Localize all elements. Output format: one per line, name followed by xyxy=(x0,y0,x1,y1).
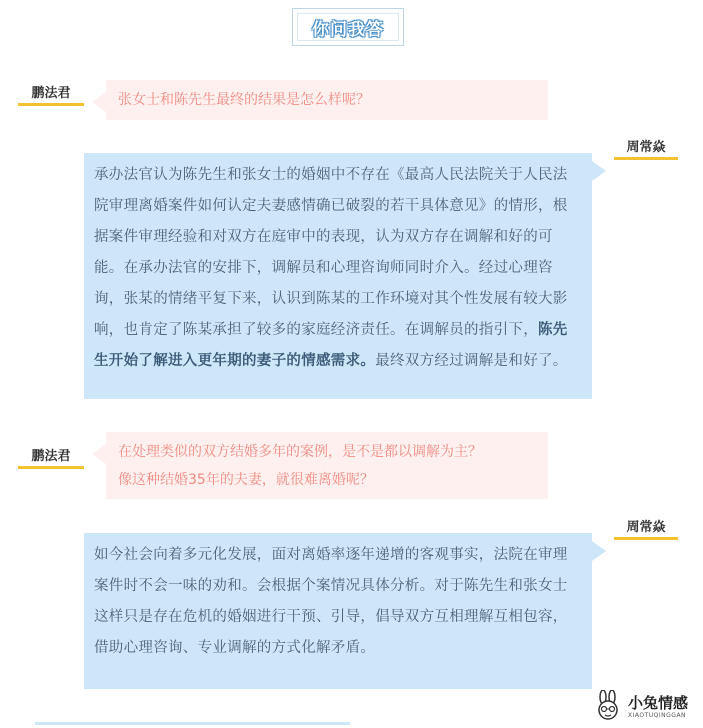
answer-text-end: 最终双方经过调解是和好了。 xyxy=(375,353,568,369)
question-bubble-2 xyxy=(106,432,548,499)
watermark-pinyin: XIAOTUQINGGAN xyxy=(628,711,687,719)
answer-bubble-1 xyxy=(84,153,592,399)
question-text-line2: 像这种结婚35年的夫妻，就很难离婚呢？ xyxy=(118,472,374,488)
speaker-underline xyxy=(18,466,84,469)
speaker-underline xyxy=(614,157,678,160)
question-text: 张女士和陈先生最终的结果是怎么样呢？ xyxy=(118,92,370,108)
speaker-name: 鹏法君 xyxy=(31,449,71,464)
watermark-name: 小兔情感 xyxy=(628,693,689,712)
speaker-name: 周常焱 xyxy=(626,520,666,535)
answer-text: 承办法官认为陈先生和张女士的婚姻中不存在《最高人民法院关于人民法院审理离婚案件如何认定夫妻感情确已破裂的若干具体意见》的情形，根据案件审理经验和对双方在庭审中的表现，认为双方存在调解和好的可能。在承办法官的安排下，调解员和心理咨询师同时介入。经过心理咨询，张某的情绪平复下来，认识到陈某的工作环境对其个性发展有较大影响，也肯定了陈某承担了较多的家庭经济责任。在调解员的指引下， xyxy=(94,167,568,338)
question-bubble-1 xyxy=(106,80,548,120)
speaker-name: 周常焱 xyxy=(626,140,666,155)
watermark xyxy=(592,688,700,724)
section-title-box xyxy=(292,8,404,46)
speaker-label-q1 xyxy=(18,82,84,103)
bottom-divider xyxy=(35,722,350,725)
speaker-label-a2 xyxy=(614,516,678,537)
speaker-underline xyxy=(614,537,678,540)
question-text-line1: 在处理类似的双方结婚多年的案例，是不是都以调解为主？ xyxy=(118,444,482,460)
answer-text: 如今社会向着多元化发展，面对离婚率逐年递增的客观事实，法院在审理案件时不会一味的劝和。会根据个案情况具体分析。对于陈先生和张女士这样只是存在危机的婚姻进行干预、引导，倡导双方互相理解互相包容，借助心理咨询、专业调解的方式化解矛盾。 xyxy=(94,547,568,656)
speaker-name: 鹏法君 xyxy=(31,86,71,101)
speaker-label-a1 xyxy=(614,136,678,157)
speaker-label-q2 xyxy=(18,445,84,466)
answer-bubble-2 xyxy=(84,533,592,689)
answer-highlight: 陈先生开始了解进入更年期的妻子的情感需求。 xyxy=(94,322,568,369)
section-title: 你问我答 xyxy=(312,19,384,40)
rabbit-icon xyxy=(592,690,624,722)
speaker-underline xyxy=(18,103,84,106)
